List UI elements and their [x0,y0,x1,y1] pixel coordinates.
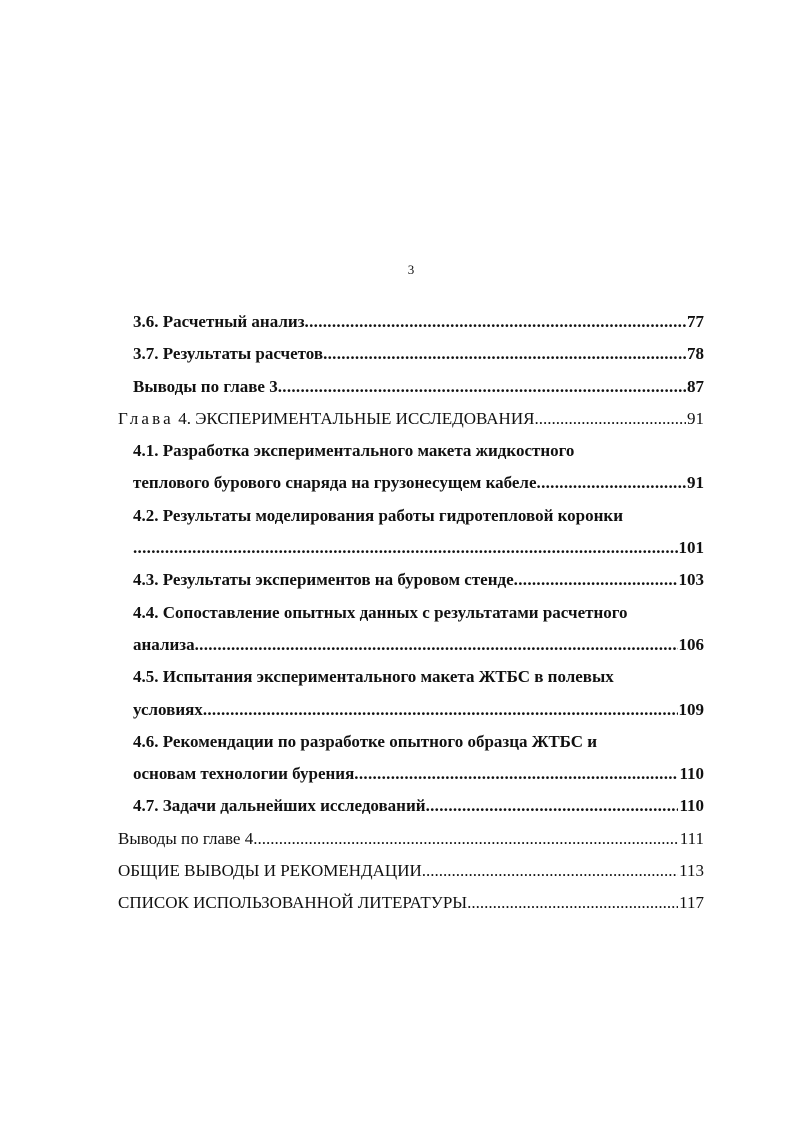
toc-entry-4-1-line2[interactable] [118,467,704,499]
toc-entry-4-5-line2[interactable] [118,694,704,726]
toc-entry-general-conclusions[interactable] [118,855,704,887]
toc-entry-chapter-4[interactable] [118,403,704,435]
table-of-contents [118,306,704,920]
toc-entry-page: 91 [687,473,704,493]
dot-leader [537,467,686,499]
toc-entry-page: 77 [687,312,704,331]
toc-entry-4-4-line1[interactable] [118,597,704,629]
dot-leader [305,306,686,338]
toc-entry-title: 4.4. Сопоставление опытных данных с результатами расчетного [133,602,628,622]
toc-entry-title: 4.7. Задачи дальнейших исследований [133,796,426,816]
toc-entry-page: 111 [679,828,704,848]
toc-entry-3-6[interactable] [118,306,704,338]
dot-leader [195,629,678,661]
dot-leader [133,532,678,564]
dot-leader [203,694,678,726]
toc-entry-title: 4.3. Результаты экспериментов на буровом стенде [133,570,514,590]
toc-entry-title: 3.6. Расчетный анализ [133,312,305,331]
toc-entry-4-4-line2[interactable] [118,629,704,661]
dot-leader [514,564,678,596]
toc-entry-4-2-line1[interactable] [118,500,704,532]
dot-leader [354,758,678,790]
dot-leader [422,855,678,887]
toc-entry-title: Выводы по главе 4 [118,828,254,848]
toc-entry-4-6-line2[interactable] [118,758,704,790]
toc-entry-title-cont: теплового бурового снаряда на грузонесущем кабеле [133,473,537,493]
toc-entry-title: 4.1. Разработка экспериментального макета жидкостного [133,441,575,461]
toc-entry-4-7[interactable] [118,790,704,822]
chapter-prefix: Глава [118,408,174,428]
toc-entry-title: СПИСОК ИСПОЛЬЗОВАННОЙ ЛИТЕРАТУРЫ [118,893,468,913]
dot-leader [426,790,679,822]
toc-entry-title-cont: основам технологии бурения [133,764,355,784]
dot-leader [253,823,679,855]
toc-entry-title: 4.6. Рекомендации по разработке опытного образца ЖТБС и [133,731,598,751]
dot-leader [278,371,686,403]
toc-entry-title: ЭКСПЕРИМЕНТАЛЬНЫЕ ИССЛЕДОВАНИЯ [195,408,535,428]
toc-entry-page: 101 [678,538,704,558]
toc-entry-3-7[interactable] [118,338,704,370]
toc-entry-chapter3-conclusions[interactable] [118,371,704,403]
dot-leader [323,338,686,370]
toc-entry-4-2-line2[interactable] [118,532,704,564]
toc-entry-page: 87 [687,376,704,396]
toc-entry-4-5-line1[interactable] [118,661,704,693]
toc-entry-4-6-line1[interactable] [118,726,704,758]
toc-entry-title: 3.7. Результаты расчетов [133,344,324,364]
dot-leader [467,887,678,919]
toc-entry-page: 106 [678,634,704,654]
dot-leader [534,403,686,435]
toc-entry-title-cont: анализа [133,634,195,654]
toc-entry-page: 78 [687,344,704,364]
toc-entry-title: Выводы по главе 3 [133,376,278,396]
toc-entry-title: 4.5. Испытания экспериментального макета ЖТБС в полевых [133,667,614,687]
toc-entry-page: 117 [679,893,704,913]
toc-entry-page: 110 [679,764,704,784]
toc-entry-4-1-line1[interactable] [118,435,704,467]
toc-entry-page: 109 [678,699,704,719]
page-number: 3 [407,262,415,277]
toc-entry-page: 113 [679,861,704,881]
chapter-number: 4. [178,408,191,428]
toc-entry-references[interactable] [118,887,704,919]
toc-entry-page: 103 [678,570,704,590]
toc-entry-page: 110 [679,796,704,816]
toc-entry-chapter4-conclusions[interactable] [118,823,704,855]
toc-entry-title: 4.2. Результаты моделирования работы гидротепловой коронки [133,505,624,525]
toc-entry-page: 91 [687,408,704,428]
toc-entry-4-3[interactable] [118,564,704,596]
toc-entry-title: ОБЩИЕ ВЫВОДЫ И РЕКОМЕНДАЦИИ [118,861,422,881]
toc-entry-title-cont: условиях [133,699,203,719]
